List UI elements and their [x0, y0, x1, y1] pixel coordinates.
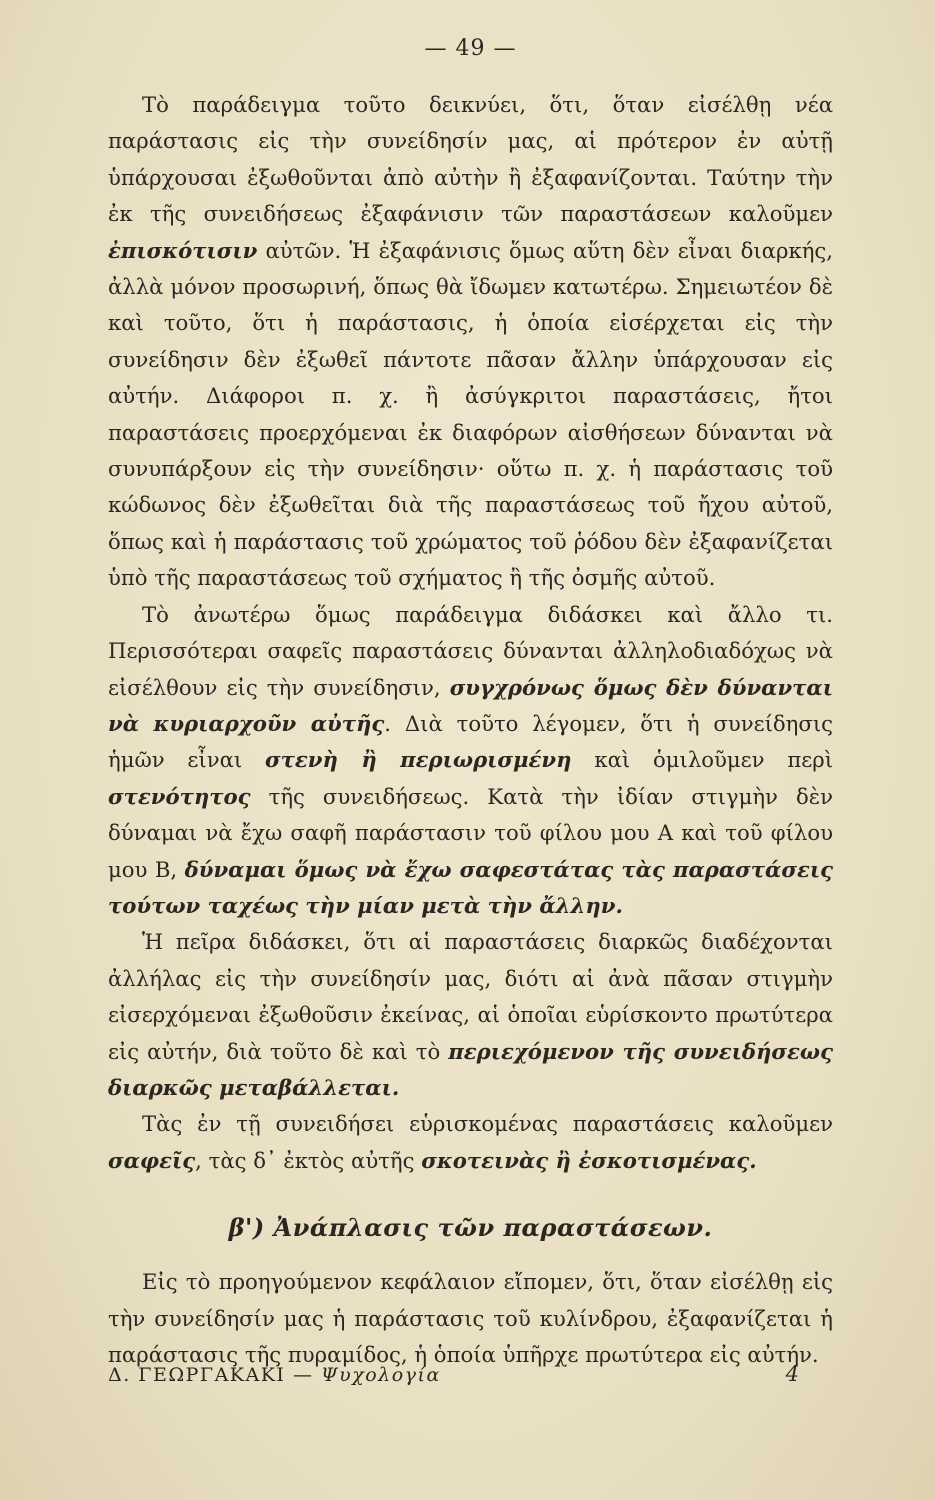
- page-number: — 49 —: [424, 36, 517, 61]
- text-run: Ἡ πεῖρα διδάσκει, ὅτι αἱ παραστάσεις διαρκῶς διαδέχονται ἀλλήλας εἰς τὴν συνείδησίν μας, διότι αἱ ἀνὰ πᾶσαν στιγμὴν εἰσερχόμεναι ἐξωθοῦσιν ἐκείνας, αἱ ὁποῖαι εὑρίσκοντο πρωτύτερα εἰς αὐτήν, διὰ τοῦτο δὲ καὶ τὸ: [108, 929, 833, 1064]
- emphasized-text: σκοτεινὰς ἢ ἐσκοτισμένας.: [421, 1147, 757, 1173]
- text-run: . Διὰ τοῦτο λέγομεν, ὅτι ἡ συνείδησις ἡμῶν εἶναι: [108, 710, 833, 773]
- text-run: τῆς συνειδήσεως. Κατὰ τὴν ἰδίαν στιγμὴν δὲν δύναμαι νὰ ἔχω σαφῆ παράστασιν τοῦ φίλου μου Α καὶ τοῦ φίλου μου Β,: [108, 783, 833, 882]
- text-run: Εἰς τὸ προηγούμενον κεφάλαιον εἴπομεν, ὅτι, ὅταν εἰσέλθῃ εἰς τὴν συνείδησίν μας ἡ παράστασις τοῦ κυλίνδρου, ἐξαφανίζεται ἡ παράστασις τῆς πυραμίδος, ἡ ὁποία ὑπῆρχε πρωτύτερα εἰς αὐτήν.: [108, 1269, 833, 1367]
- footer-author-name: Δ. ΓΕΩΡΓΑΚΑΚΙ —: [108, 1364, 314, 1386]
- emphasized-text: ἐπισκότισιν: [108, 237, 258, 263]
- section-text: [108, 1264, 833, 1373]
- footer-book-title: Ψυχολογία: [321, 1364, 441, 1386]
- text-run: Τὸ ἀνωτέρω ὅμως παράδειγμα διδάσκει καὶ ἄλλο τι. Περισσότεραι σαφεῖς παραστάσεις δύνανται ἀλληλοδιαδόχως νὰ εἰσέλθουν εἰς τὴν συνείδησιν,: [108, 601, 833, 700]
- emphasized-text: σαφεῖς: [108, 1147, 196, 1173]
- emphasized-text: συγχρόνως ὅμως δὲν δύνανται νὰ κυριαρχοῦν αὐτῆς: [108, 674, 833, 736]
- emphasized-text: περιεχόμενον τῆς συνειδήσεως διαρκῶς μεταβάλλεται.: [108, 1038, 833, 1100]
- text-run: καὶ ὁμιλοῦμεν περὶ: [571, 747, 833, 773]
- footer-author: [108, 1364, 441, 1386]
- emphasized-text: δύναμαι ὅμως νὰ ἔχω σαφεστάτας τὰς παραστάσεις τούτων ταχέως τὴν μίαν μετὰ τὴν ἄλλην.: [108, 856, 833, 918]
- page-footer: [108, 1362, 799, 1386]
- section-heading: β') Ἀνάπλασις τῶν παραστάσεων.: [228, 1213, 713, 1243]
- footer-signature-number: 4: [785, 1362, 799, 1386]
- paragraph: [108, 924, 833, 1106]
- body-text: [108, 87, 833, 1179]
- emphasized-text: στενότητος: [108, 783, 251, 809]
- paragraph: [108, 87, 833, 597]
- text-run: Τὸ παράδειγμα τοῦτο δεικνύει, ὅτι, ὅταν εἰσέλθῃ νέα παράστασις εἰς τὴν συνείδησίν μας, αἱ πρότερον ἐν αὐτῇ ὑπάρχουσαι ἐξωθοῦνται ἀπὸ αὐτὴν ἢ ἐξαφανίζονται. Ταύτην τὴν ἐκ τῆς συνειδήσεως ἐξαφάνισιν τῶν παραστάσεων καλοῦμεν: [108, 92, 833, 227]
- text-run: , τὰς δ᾽ ἐκτὸς αὐτῆς: [195, 1147, 422, 1173]
- text-run: Τὰς ἐν τῇ συνειδήσει εὑρισκομένας παραστάσεις καλοῦμεν: [142, 1111, 833, 1137]
- paragraph: [108, 1106, 833, 1179]
- paragraph: [108, 1264, 833, 1373]
- paragraph: [108, 597, 833, 925]
- text-run: αὐτῶν. Ἡ ἐξαφάνισις ὅμως αὕτη δὲν εἶναι διαρκής, ἀλλὰ μόνον προσωρινή, ὅπως θὰ ἴδωμεν κατωτέρω. Σημειωτέον δὲ καὶ τοῦτο, ὅτι ἡ παράστασις, ἡ ὁποία εἰσέρχεται εἰς τὴν συνείδησιν δὲν ἐξωθεῖ πάντοτε πᾶσαν ἄλλην ὑπάρχουσαν εἰς αὐτήν. Διάφοροι π. χ. ἢ ἀσύγκριτοι παραστάσεις, ἤτοι παραστάσεις προερχόμεναι ἐκ διαφόρων αἰσθήσεων δύνανται νὰ συνυπάρξουν εἰς τὴν συνείδησιν· οὕτω π. χ. ἡ παράστασις τοῦ κώδωνος δὲν ἐξωθεῖται διὰ τῆς παραστάσεως τοῦ ἤχου αὐτοῦ, ὅπως καὶ ἡ παράστασις τοῦ χρώματος τοῦ ῥόδου δὲν ἐξαφανίζεται ὑπὸ τῆς παραστάσεως τοῦ σχήματος ἢ τῆς ὀσμῆς αὐτοῦ.: [108, 237, 833, 591]
- emphasized-text: στενὴ ἢ περιωρισμένη: [265, 747, 572, 773]
